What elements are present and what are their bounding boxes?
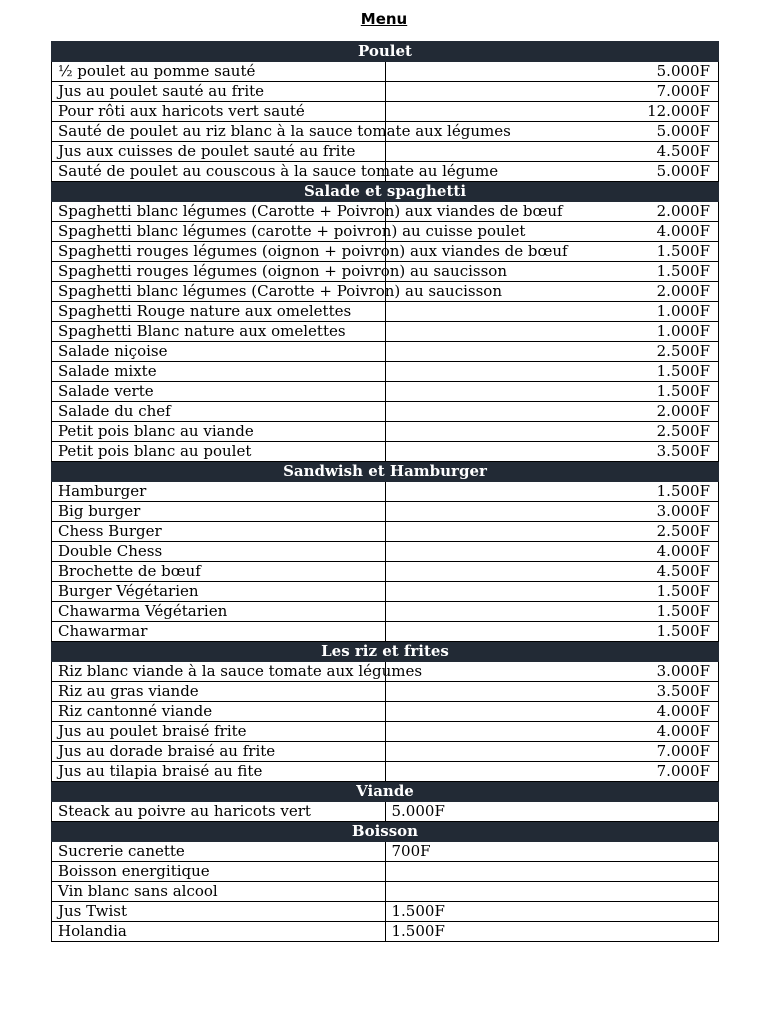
menu-item-row	[52, 922, 719, 942]
menu-item-row	[52, 622, 719, 642]
menu-item-price: 1.500F	[385, 582, 719, 602]
menu-item-name: Sauté de poulet au riz blanc à la sauce tomate aux légumes	[52, 122, 386, 142]
menu-item-price: 3.500F	[385, 442, 719, 462]
menu-item-row	[52, 282, 719, 302]
page-title: Menu	[360, 10, 408, 28]
menu-item-row	[52, 262, 719, 282]
section-title: Boisson	[52, 822, 719, 842]
menu-item-name: Spaghetti rouges légumes (oignon + poivron) au saucisson	[52, 262, 386, 282]
menu-item-name: Steack au poivre au haricots vert	[52, 802, 386, 822]
menu-item-row	[52, 302, 719, 322]
menu-item-price: 1.500F	[385, 622, 719, 642]
menu-item-price: 4.500F	[385, 142, 719, 162]
menu-item-name: Boisson energitique	[52, 862, 386, 882]
section-title: Les riz et frites	[52, 642, 719, 662]
menu-item-price: 3.000F	[385, 502, 719, 522]
menu-item-price: 7.000F	[385, 82, 719, 102]
menu-item-price	[385, 882, 719, 902]
menu-item-name: ½ poulet au pomme sauté	[52, 62, 386, 82]
menu-item-row	[52, 902, 719, 922]
menu-item-price: 700F	[385, 842, 719, 862]
menu-item-name: Chess Burger	[52, 522, 386, 542]
menu-item-name: Holandia	[52, 922, 386, 942]
menu-item-price: 5.000F	[385, 122, 719, 142]
menu-item-name: Riz blanc viande à la sauce tomate aux légumes	[52, 662, 386, 682]
menu-item-row	[52, 682, 719, 702]
menu-item-row	[52, 422, 719, 442]
menu-item-price: 1.500F	[385, 482, 719, 502]
menu-item-row	[52, 882, 719, 902]
menu-item-price: 2.500F	[385, 422, 719, 442]
menu-item-price: 4.000F	[385, 222, 719, 242]
section-header	[52, 822, 719, 842]
menu-item-price: 2.500F	[385, 342, 719, 362]
menu-item-row	[52, 162, 719, 182]
menu-item-name: Vin blanc sans alcool	[52, 882, 386, 902]
menu-item-row	[52, 702, 719, 722]
menu-item-row	[52, 522, 719, 542]
menu-item-row	[52, 242, 719, 262]
menu-item-row	[52, 542, 719, 562]
menu-item-name: Double Chess	[52, 542, 386, 562]
menu-item-name: Jus au tilapia braisé au fite	[52, 762, 386, 782]
menu-item-price: 1.000F	[385, 302, 719, 322]
menu-item-price: 1.500F	[385, 362, 719, 382]
menu-item-row	[52, 82, 719, 102]
menu-item-price: 5.000F	[385, 162, 719, 182]
menu-item-name: Jus aux cuisses de poulet sauté au frite	[52, 142, 386, 162]
menu-item-row	[52, 862, 719, 882]
menu-item-name: Riz au gras viande	[52, 682, 386, 702]
menu-item-row	[52, 662, 719, 682]
section-header	[52, 462, 719, 482]
menu-item-name: Jus au poulet braisé frite	[52, 722, 386, 742]
menu-item-row	[52, 482, 719, 502]
menu-item-name: Burger Végétarien	[52, 582, 386, 602]
menu-item-row	[52, 762, 719, 782]
menu-item-price: 2.000F	[385, 402, 719, 422]
menu-item-price: 4.500F	[385, 562, 719, 582]
menu-item-price: 2.000F	[385, 202, 719, 222]
menu-item-name: Jus au poulet sauté au frite	[52, 82, 386, 102]
menu-item-price: 1.500F	[385, 902, 719, 922]
section-header	[52, 782, 719, 802]
menu-item-price: 4.000F	[385, 722, 719, 742]
menu-item-name: Salade mixte	[52, 362, 386, 382]
menu-item-name: Sauté de poulet au couscous à la sauce tomate au légume	[52, 162, 386, 182]
menu-item-name: Spaghetti blanc légumes (carotte + poivron) au cuisse poulet	[52, 222, 386, 242]
section-title: Sandwish et Hamburger	[52, 462, 719, 482]
menu-item-name: Chawarmar	[52, 622, 386, 642]
menu-item-row	[52, 62, 719, 82]
menu-item-name: Spaghetti blanc légumes (Carotte + Poivron) aux viandes de bœuf	[52, 202, 386, 222]
menu-item-name: Salade du chef	[52, 402, 386, 422]
menu-item-name: Spaghetti Rouge nature aux omelettes	[52, 302, 386, 322]
menu-item-row	[52, 342, 719, 362]
menu-item-row	[52, 382, 719, 402]
menu-item-row	[52, 442, 719, 462]
menu-item-name: Salade verte	[52, 382, 386, 402]
menu-item-row	[52, 402, 719, 422]
menu-item-row	[52, 802, 719, 822]
menu-item-name: Brochette de bœuf	[52, 562, 386, 582]
menu-item-name: Chawarma Végétarien	[52, 602, 386, 622]
menu-item-row	[52, 322, 719, 342]
menu-item-row	[52, 842, 719, 862]
menu-item-name: Jus Twist	[52, 902, 386, 922]
menu-item-price: 1.000F	[385, 322, 719, 342]
menu-item-price: 1.500F	[385, 922, 719, 942]
menu-item-price: 1.500F	[385, 242, 719, 262]
menu-item-name: Spaghetti rouges légumes (oignon + poivron) aux viandes de bœuf	[52, 242, 386, 262]
section-title: Poulet	[52, 42, 719, 62]
menu-item-name: Hamburger	[52, 482, 386, 502]
menu-item-price: 7.000F	[385, 742, 719, 762]
menu-item-price: 2.000F	[385, 282, 719, 302]
menu-item-name: Salade niçoise	[52, 342, 386, 362]
menu-item-row	[52, 142, 719, 162]
menu-item-name: Spaghetti blanc légumes (Carotte + Poivron) au saucisson	[52, 282, 386, 302]
menu-item-price: 4.000F	[385, 542, 719, 562]
menu-item-name: Petit pois blanc au viande	[52, 422, 386, 442]
menu-item-row	[52, 582, 719, 602]
section-header	[52, 42, 719, 62]
menu-item-row	[52, 362, 719, 382]
menu-item-row	[52, 222, 719, 242]
menu-item-name: Pour rôti aux haricots vert sauté	[52, 102, 386, 122]
menu-item-price: 7.000F	[385, 762, 719, 782]
menu-item-price: 1.500F	[385, 262, 719, 282]
section-title: Viande	[52, 782, 719, 802]
menu-item-name: Big burger	[52, 502, 386, 522]
menu-item-price: 3.000F	[385, 662, 719, 682]
menu-table-body	[52, 42, 719, 942]
menu-item-price: 1.500F	[385, 602, 719, 622]
menu-item-row	[52, 122, 719, 142]
menu-item-row	[52, 102, 719, 122]
section-header	[52, 182, 719, 202]
menu-item-name: Jus au dorade braisé au frite	[52, 742, 386, 762]
menu-item-price: 3.500F	[385, 682, 719, 702]
menu-item-name: Spaghetti Blanc nature aux omelettes	[52, 322, 386, 342]
menu-item-price: 2.500F	[385, 522, 719, 542]
menu-table	[51, 41, 719, 942]
menu-item-row	[52, 562, 719, 582]
menu-item-price: 5.000F	[385, 802, 719, 822]
menu-item-name: Riz cantonné viande	[52, 702, 386, 722]
menu-item-row	[52, 742, 719, 762]
menu-item-price: 12.000F	[385, 102, 719, 122]
section-title: Salade et spaghetti	[52, 182, 719, 202]
menu-item-row	[52, 502, 719, 522]
menu-item-name: Petit pois blanc au poulet	[52, 442, 386, 462]
menu-item-price	[385, 862, 719, 882]
menu-item-row	[52, 722, 719, 742]
menu-item-name: Sucrerie canette	[52, 842, 386, 862]
section-header	[52, 642, 719, 662]
menu-item-price: 1.500F	[385, 382, 719, 402]
menu-item-price: 5.000F	[385, 62, 719, 82]
menu-item-row	[52, 602, 719, 622]
menu-item-row	[52, 202, 719, 222]
menu-item-price: 4.000F	[385, 702, 719, 722]
